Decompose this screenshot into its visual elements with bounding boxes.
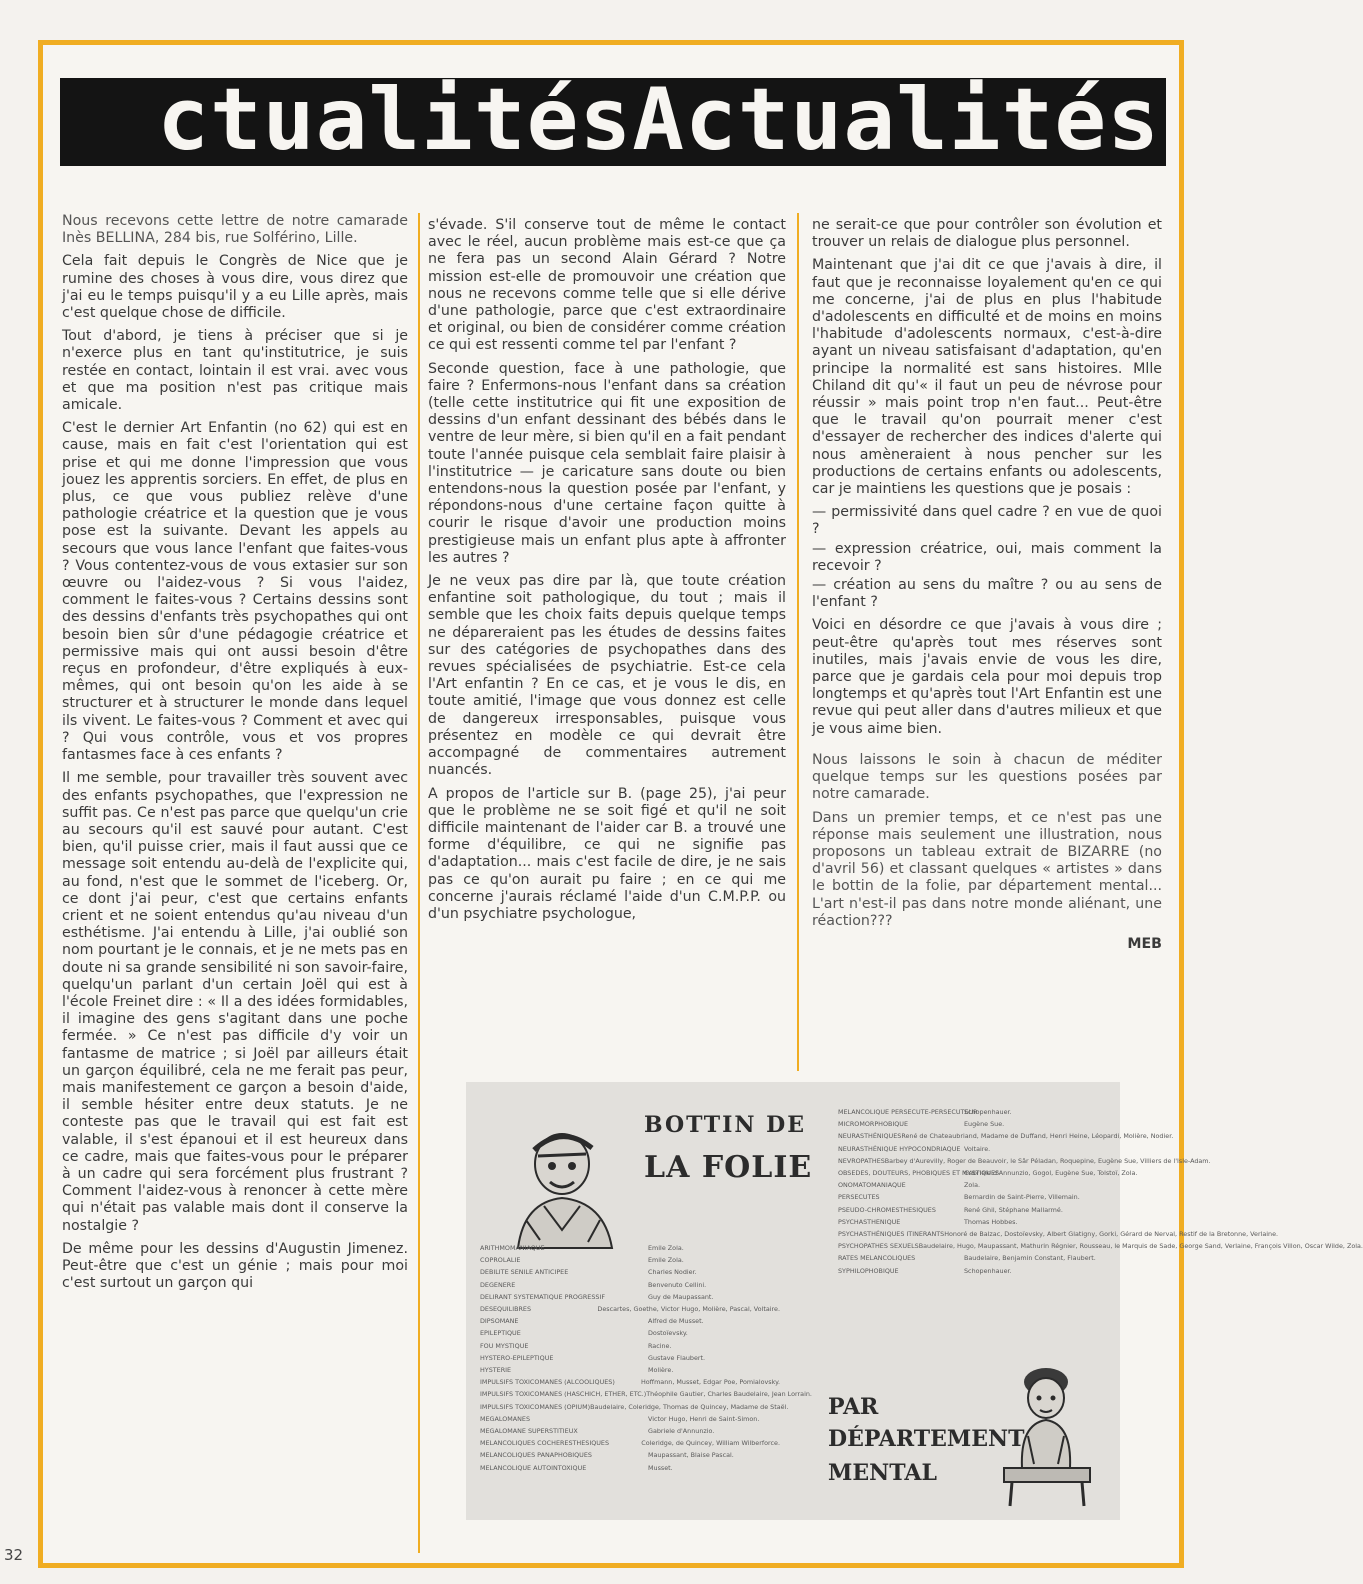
figure-title-line-2: LA FOLIE xyxy=(644,1150,813,1185)
column-divider xyxy=(797,213,799,1071)
figure-title-line-1: BOTTIN DE xyxy=(644,1112,807,1138)
list-item: EPILEPTIQUE Dostoïevsky. xyxy=(480,1329,688,1338)
list-item: NEVROPATHES Barbey d'Aurevilly, Roger de Beauvoir, le Sâr Péladan, Roquepine, Eugène Sue, Villiers de l'Isle-Adam. xyxy=(838,1156,1211,1165)
list-item: NEURASTHÉNIQUE HYPOCONDRIAQUE Voltaire. xyxy=(838,1144,991,1153)
page-number: 32 xyxy=(4,1546,24,1564)
paragraph: A propos de l'article sur B. (page 25), j'ai peur que le problème ne se soit figé et qu'il ne soit difficile maintenant de l'aider car B. a trouvé une forme d'équilibre, ce qui ne signifie pas d'adaptation... mais c'est facile de dire, je ne sais pas ce qu'on aurait pu faire ; en ce qui me concerne j'aurais réclamé l'aide d'un C.M.P.P. ou d'un psychiatre psychologue, xyxy=(428,785,786,922)
list-item: FOU MYSTIQUE Racine. xyxy=(480,1341,672,1350)
banner-title: ctualitésActualités xyxy=(157,70,1160,170)
bottin-figure xyxy=(466,1082,1363,1520)
list-item: MEGALOMANE SUPERSTITIEUX Gabriele d'Annunzio. xyxy=(480,1427,715,1436)
intro-paragraph: Nous recevons cette lettre de notre camarade Inès BELLINA, 284 bis, rue Solférino, Lille. xyxy=(62,213,408,247)
list-item: OBSEDES, DOUTEURS, PHOBIQUES ET MYSTIQUES Gabriele d'Annunzio, Gogol, Eugène Sue, Tolstoï, Zola. xyxy=(838,1169,1138,1178)
list-item: PSYCHOPATHES SEXUELS Baudelaire, Hugo, Maupassant, Mathurin Régnier, Rousseau, le Marquis de Sade, George Sand, Verlaine, François Villon, Oscar Wilde, Zola. xyxy=(838,1242,1363,1251)
list-item: PERSECUTES Bernardin de Saint-Pierre, Villemain. xyxy=(838,1193,1080,1202)
disorder-list-left xyxy=(480,1242,812,1474)
list-item: PSYCHASTHÉNIQUES ITINERANTS Honoré de Balzac, Dostoïevsky, Albert Glatigny, Gorki, Gérard de Nerval, Restif de la Bretonne, Verlaine. xyxy=(838,1230,1279,1239)
list-item: IMPULSIFS TOXICOMANES (ALCOOLIQUES) Hoffmann, Musset, Edgar Poe, Pomialovsky. xyxy=(480,1378,780,1387)
paragraph: Je ne veux pas dire par là, que toute création enfantine soit pathologique, du tout ; mais il semble que les choix faits depuis quelque temps ne dépareraient pas les études de dessins faites sur des catégories de psychopathes dans des revues spécialisées de psychiatrie. Est-ce cela l'Art enfantin ? En ce cas, et je vous le dis, en toute amitié, l'image que vous donnez est celle de dangereux irresponsables, puisque vous présentez en modèle ce qui devrait être accompagné de commentaires autrement nuancés. xyxy=(428,573,786,779)
list-item: PSEUDO-CHROMESTHESIQUES René Ghil, Stéphane Mallarmé. xyxy=(838,1205,1063,1214)
article-column-3 xyxy=(812,217,1162,953)
list-item: DEBILITE SENILE ANTICIPEE Charles Nodier. xyxy=(480,1268,697,1277)
madman-illustration xyxy=(504,1120,624,1250)
list-item: DEGENERE Benvenuto Cellini. xyxy=(480,1280,707,1289)
list-item: NEURASTHÉNIQUES René de Chateaubriand, Madame de Duffand, Henri Heine, Léopardi, Molière, Nodier. xyxy=(838,1132,1174,1141)
list-item: ARITHMOMANIAQUE Emile Zola. xyxy=(480,1244,684,1252)
list-item: MELANCOLIQUES PANAPHOBIQUES Maupassant, Blaise Pascal. xyxy=(480,1451,734,1460)
paragraph: Seconde question, face à une pathologie, que faire ? Enfermons-nous l'enfant dans sa création (telle cette institutrice qui fit une exposition de dessins d'un enfant dessinant des bébés dans le ventre de leur mère, si bien qu'il en a fait pendant toute l'année puisque cela semblait faire plaisir à l'institutrice — je caricature sans doute ou bien entendons-nous la question posée par l'enfant, y répondons-nous d'une certaine façon quitte à courir le risque d'avoir une production moins prestigieuse mais un enfant plus apte à affronter les autres ? xyxy=(428,360,786,566)
list-item: MELANCOLIQUES COCHERESTHESIQUES Coleridge, de Quincey, William Wilberforce. xyxy=(480,1439,780,1448)
figure-footer-line-1: PAR xyxy=(828,1394,879,1420)
list-item: RATES MELANCOLIQUES Baudelaire, Benjamin Constant, Flaubert. xyxy=(838,1254,1096,1263)
paragraph: De même pour les dessins d'Augustin Jimenez. Peut-être que c'est un génie ; mais pour moi c'est surtout un garçon qui xyxy=(62,1240,408,1292)
list-item: DIPSOMANE Alfred de Musset. xyxy=(480,1317,704,1326)
list-item: ONOMATOMANIAQUE Zola. xyxy=(838,1181,981,1190)
figure-footer-line-3: MENTAL xyxy=(828,1460,937,1486)
list-item: MELANCOLIQUE AUTOINTOXIQUE Musset. xyxy=(480,1463,673,1472)
section-banner xyxy=(60,70,1166,170)
paragraph: Cela fait depuis le Congrès de Nice que je rumine des choses à vous dire, vous direz que j'ai eu le temps puisqu'il y a eu Lille après, mais c'est quelque chose de difficile. xyxy=(62,253,408,322)
disorder-list-right xyxy=(838,1106,1363,1277)
list-item: DESEQUILIBRES Descartes, Goethe, Victor Hugo, Molière, Pascal, Voltaire. xyxy=(480,1305,780,1314)
paragraph: Il me semble, pour travailler très souvent avec des enfants psychopathes, que l'expression ne suffit pas. Ce n'est pas parce que quelqu'un crie au secours qu'il est sauvé pour autant. C'est bien, qu'il puisse crier, mais il faut aussi que ce message soit entendu au-delà de l'explicite qui, au fond, n'est que le sommet de l'iceberg. Or, ce dont j'ai peur, c'est que certains enfants crient et ne soient entendus qu'au niveau d'un esthétisme. J'ai entendu à Lille, j'ai oublié son nom pourtant je le connais, et je ne mets pas en doute ni sa grande sensibilité ni son savoir-faire, quelqu'un parlant d'un certain Joël qui est à l'école Freinet dire : « Il a des idées formidables, il imagine des gens s'agitant dans une poche fermée. » Ce n'est pas difficile d'y voir un fantasme de matrice ; si Joël par ailleurs était un garçon équilibré, cela ne me ferait pas peur, mais manifestement ce garçon a besoin d'aide, il semble hésiter entre deux statuts. Je ne conteste pas que le travail qui est fait est valable, il s'est épanoui et il est heureux dans ce cadre, mais que faites-vous pour le préparer à un cadre qui sera forcément plus frustrant ? Comment l'aidez-vous à renoncer à cette mère qui n'était pas valable mais dont il conserve la nostalgie ? xyxy=(62,770,408,1234)
column-divider xyxy=(418,213,420,1553)
list-item: COPROLALIE Emile Zola. xyxy=(480,1256,684,1265)
paragraph: Tout d'abord, je tiens à préciser que si je n'exerce plus en tant qu'institutrice, je suis restée en contact, lointain il est vrai. avec vous et que ma position n'est pas critique mais amicale. xyxy=(62,328,408,414)
list-item: MEGALOMANES Victor Hugo, Henri de Saint-Simon. xyxy=(480,1414,760,1423)
figure-footer-line-2: DÉPARTEMENT xyxy=(828,1426,1025,1452)
list-item: HYSTERIE Molière. xyxy=(480,1366,674,1375)
list-item: PSYCHASTHENIQUE Thomas Hobbes. xyxy=(838,1217,1018,1226)
list-item: MICROMORPHOBIQUE Eugène Sue. xyxy=(838,1120,1005,1129)
paragraph: Maintenant que j'ai dit ce que j'avais à dire, il faut que je reconnaisse loyalement qu'en ce qui me concerne, j'ai de plus en plus l'habitude d'adolescents en difficulté et de moins en moins l'habitude d'adolescents normaux, c'est-à-dire ayant un niveau satisfaisant d'adaptation, qu'en principe la normalité est sans histoires. Mlle Chiland dit qu'« il faut un peu de névrose pour réussir » mais point trop n'en faut... Peut-être que le travail qu'on pourrait mener c'est d'essayer de rechercher des indices d'alerte qui nous amèneraient à nous pencher sur les productions de certains enfants ou adolescents, car je maintiens les questions que je posais : xyxy=(812,257,1162,498)
question-item: — permissivité dans quel cadre ? en vue de quoi ? xyxy=(812,504,1162,538)
list-item: MELANCOLIQUE PERSECUTE-PERSECUTEUR Schopenhauer. xyxy=(838,1108,1012,1116)
editor-note: Dans un premier temps, et ce n'est pas une réponse mais seulement une illustration, nous proposons un tableau extrait de BIZARRE (no d'avril 56) et classant quelques « artistes » dans le bottin de la folie, par département mental... L'art n'est-il pas dans notre monde aliénant, une réaction??? xyxy=(812,809,1162,929)
paragraph: s'évade. S'il conserve tout de même le contact avec le réel, aucun problème mais est-ce que ça ne fera pas un second Alain Gérard ? Notre mission est-elle de promouvoir une création que nous ne recevons comme telle que si elle dérive d'une pathologie, parce que c'est extraordinaire et original, ou bien de considérer comme création ce qui est ressenti comme tel par l'enfant ? xyxy=(428,217,786,354)
child-illustration xyxy=(992,1360,1102,1510)
list-item: IMPULSIFS TOXICOMANES (OPIUM) Baudelaire, Coleridge, Thomas de Quincey, Madame de Staël. xyxy=(480,1402,789,1411)
article-column-2 xyxy=(428,217,786,929)
article-column-1 xyxy=(62,213,408,1298)
paragraph: C'est le dernier Art Enfantin (no 62) qui est en cause, mais en fait c'est l'orientation qui est prise et qui me donne l'impression que vous jouez les apprentis sorciers. En effet, de plus en plus, ce que vous publiez relève d'une pathologie créatrice et la question que je vous pose est la suivante. Devant les appels au secours que vous lance l'enfant que faites-vous ? Vous contentez-vous de vous extasier sur son œuvre ou l'aidez-vous ? Si vous l'aidez, comment le faites-vous ? Certains dessins sont des dessins d'enfants très psychopathes qui ont besoin bien sûr d'une pédagogie créatrice et permissive mais qui ont aussi besoin d'être reçus en profondeur, d'être expliqués à eux-mêmes, qui ont besoin qu'on les aide à se structurer et à structurer le monde dans lequel ils vivent. Le faites-vous ? Comment et avec qui ? Qui vous contrôle, vous et vos propres fantasmes face à ces enfants ? xyxy=(62,420,408,764)
question-item: — création au sens du maître ? ou au sens de l'enfant ? xyxy=(812,577,1162,611)
paragraph: ne serait-ce que pour contrôler son évolution et trouver un relais de dialogue plus personnel. xyxy=(812,217,1162,251)
paragraph: Voici en désordre ce que j'avais à vous dire ; peut-être qu'après tout mes réserves sont inutiles, mais j'avais envie de vous les dire, parce que je gardais cela pour moi depuis trop longtemps et qu'après tout l'Art Enfantin est une revue qui peut aller dans d'autres milieux et que je vous aime bien. xyxy=(812,617,1162,737)
question-item: — expression créatrice, oui, mais comment la recevoir ? xyxy=(812,540,1162,574)
editor-note: Nous laissons le soin à chacun de méditer quelque temps sur les questions posées par notre camarade. xyxy=(812,751,1162,803)
list-item: DELIRANT SYSTEMATIQUE PROGRESSIF Guy de Maupassant. xyxy=(480,1292,714,1301)
list-item: SYPHILOPHOBIQUE Schopenhauer. xyxy=(838,1266,1012,1275)
list-item: IMPULSIFS TOXICOMANES (HASCHICH, ETHER, ETC.) Théophile Gautier, Charles Baudelaire, Jean Lorrain. xyxy=(480,1390,812,1399)
signature: MEB xyxy=(1127,935,1162,952)
list-item: HYSTERO-EPILEPTIQUE Gustave Flaubert. xyxy=(480,1353,706,1362)
